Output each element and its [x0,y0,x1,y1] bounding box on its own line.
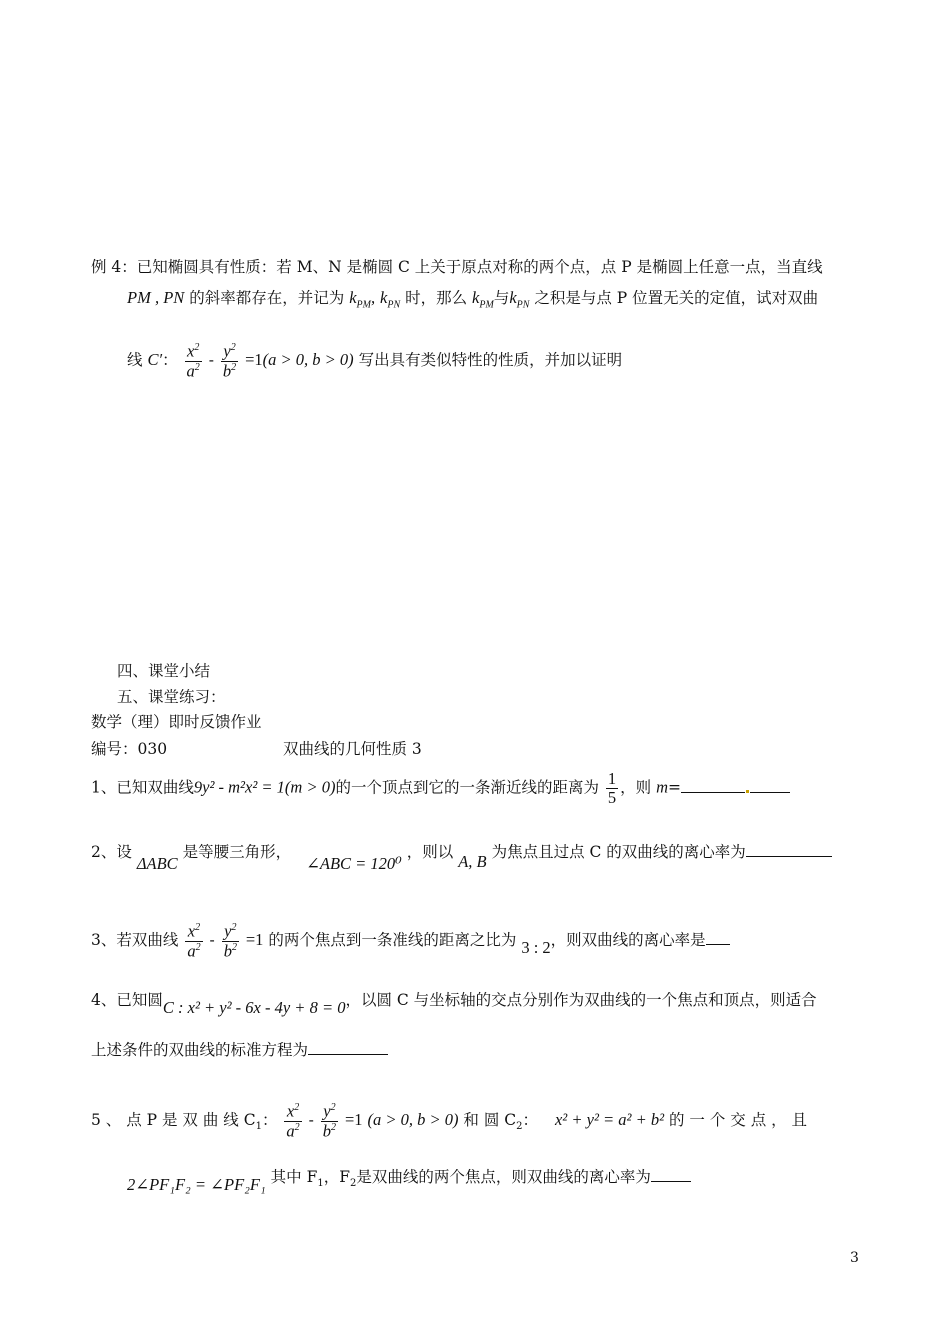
homework-title: 数学（理）即时反馈作业 [91,713,262,731]
question-1: 1、已知双曲线9y² - m²x² = 1(m > 0)的一个顶点到它的一条渐近线的距离为 $\frac{1}{5}$ ，则 m= [91,770,790,807]
answer-blank-q3[interactable] [706,930,730,945]
question-2: 2、设 ΔABC 是等腰三角形， ∠ABC = 120⁰ ，则以 A, B 为焦点且过点 C 的双曲线的离心率为 [91,842,832,862]
example4-line1: 例 4：已知椭圆具有性质：若 M、N 是椭圆 C 上关于原点对称的两个点，点 P 是椭圆上任意一点，当直线 [91,258,823,276]
page-number: 3 [850,1250,859,1266]
question-3: 3、若双曲线 $\frac{x^2}{a^2}$ - $\frac{y^2}{b^2}$ =1 的两个焦点到一条准线的距离之比为 3 : 2，则双曲线的离心率是 [91,922,730,960]
question-4-line2: 上述条件的双曲线的标准方程为 [91,1040,388,1060]
answer-blank-q5[interactable] [651,1167,691,1182]
answer-blank-q2[interactable] [746,842,832,857]
question-4-line1: 4、已知圆C : x² + y² - 6x - 4y + 8 = 0，以圆 C 与坐标轴的交点分别作为双曲线的一个焦点和顶点，则适合 [91,991,817,1017]
homework-topic: 双曲线的几何性质 3 [283,740,422,758]
question-5-line2: 2∠PF₁F₂ = ∠PF₂F₁ 其中 $F_1$，$F_2$是双曲线的两个焦点，则双曲线的离心率为 [127,1167,691,1190]
fraction-1-5: $\frac{1}{5}$ [607,769,617,808]
pm-pn-symbols: PM , PN [127,288,185,307]
homework-number: 编号：030 [91,740,168,758]
answer-blank-q1-b[interactable] [750,778,790,793]
example4-line2: PM , PN 的斜率都存在，并记为 $k_{PM}$, $k_{PN}$ 时，那么 $k_{PM}$与$k_{PN}$ 之积是与点 P 位置无关的定值，试对双曲 [127,288,819,311]
fraction-x2-a2: $\frac{x^2}{a^2}$ [186,341,200,381]
answer-blank-q4[interactable] [308,1040,388,1055]
example4-line3: 线 C′： $\frac{x^2}{a^2}$ - $\frac{y^2}{b^2}$ =1(a > 0, b > 0) 写出具有类似特性的性质，并加以证明 [127,341,623,381]
question-5-line1: 5 、 点 P 是 双 曲 线 $C_1$： $\frac{x^2}{a^2}$ - $\frac{y^2}{b^2}$ =1 (a > 0, b > 0) 和 圆 $C_2$： x² + y² = a² + b² 的 一 个 交 点 ， 且 [91,1101,808,1141]
section-summary: 四、课堂小结 [117,662,211,680]
section-practice: 五、课堂练习： [117,688,226,706]
answer-blank-q1[interactable] [681,778,745,793]
fraction-y2-b2: $\frac{y^2}{b^2}$ [222,341,237,381]
